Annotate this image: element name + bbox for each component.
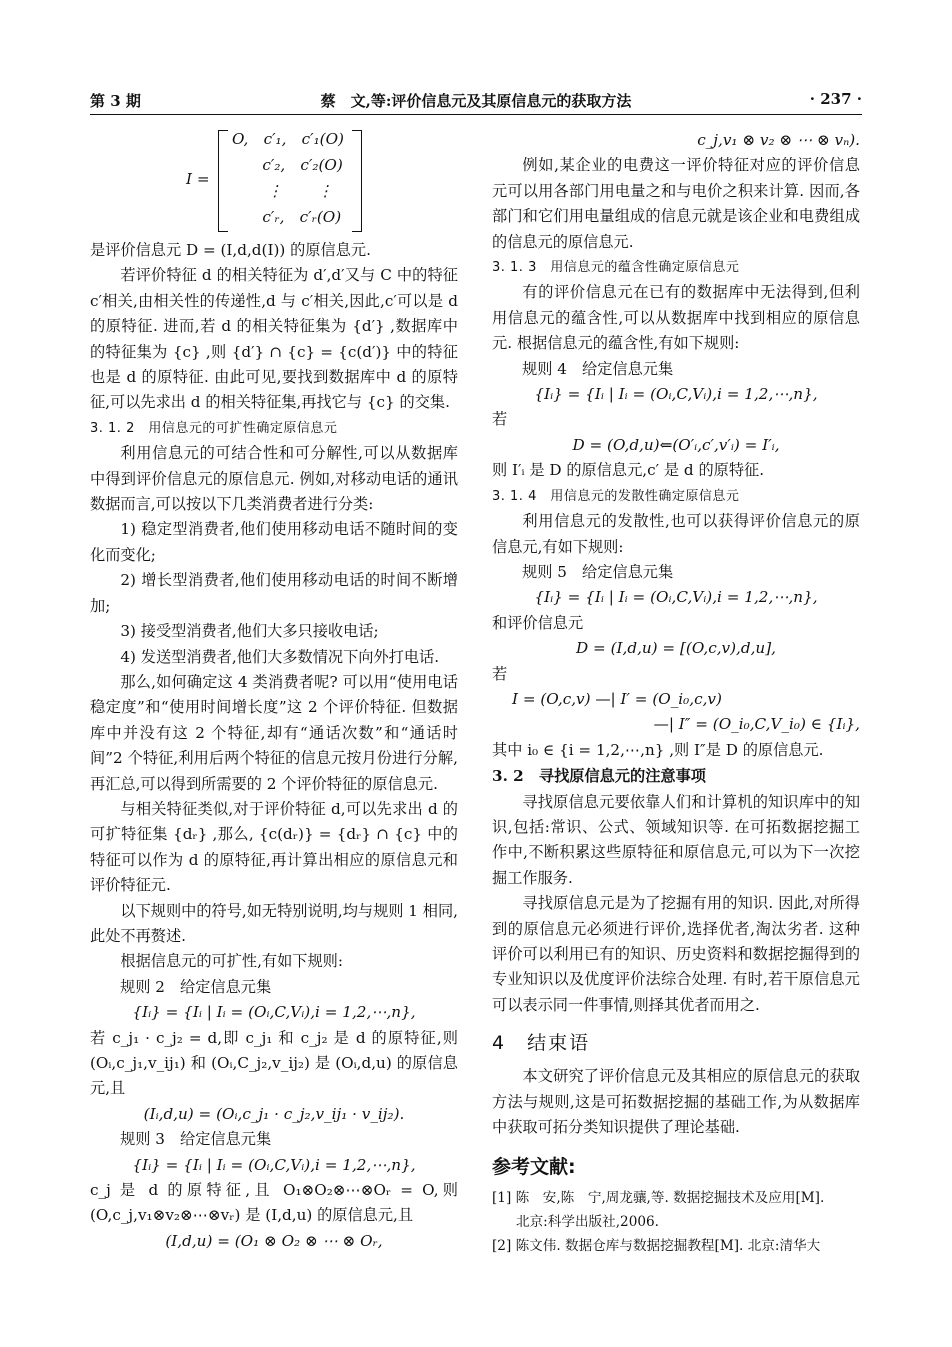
paragraph: 若评价特征 d 的相关特征为 d′,d′又与 C 中的特征 c′相关,由相关性的传递性,d 与 c′相关,因此,c′可以是 d 的原特征. 进而,若 d 的相关特征集为 {d′} ,数据库中的特征集为 {c} ,则 {d′} ∩ {c} = {c(d′)} 中的特征也是 d 的原特征. 由此可见,要找到数据库中 d 的原特征,可以先求出 d 的相关特征集,再找它与 {c} 的交集. xyxy=(90,266,458,412)
paragraph: 例如,某企业的电费这一评价特征对应的评价信息元可以用各部门用电量之和与电价之积来计算. 因而,各部门和它们用电量组成的信息元就是该企业和电费组成的信息元的原信息元. xyxy=(492,156,860,251)
matrix-row: c′ᵣ, c′ᵣ(O) xyxy=(232,208,342,226)
formula: D = (O,d,u)⇐(O′ᵢ,c′,v′ᵢ) = I′ᵢ, xyxy=(572,435,780,454)
reference-item xyxy=(492,1186,860,1234)
subsection-heading: 3. 1. 3 用信息元的蕴含性确定原信息元 xyxy=(492,260,740,276)
matrix-equation xyxy=(90,126,458,238)
subsection-heading: 3. 1. 2 用信息元的可扩性确定原信息元 xyxy=(90,420,338,436)
formula: {Iᵢ} = {Iᵢ | Iᵢ = (Oᵢ,C,Vᵢ),i = 1,2,⋯,n}, xyxy=(132,1003,416,1022)
running-title: 蔡 文,等:评价信息元及其原信息元的获取方法 xyxy=(320,92,632,110)
list-item: 3) 接受型消费者,他们大多只接收电话; xyxy=(120,622,379,641)
section-heading: 3. 2 寻找原信息元的注意事项 xyxy=(492,767,706,786)
paragraph: 有的评价信息元在已有的数据库中无法得到,但利用信息元的蕴含性,可以从数据库中找到相应的原信息元. 根据信息元的蕴含性,有如下规则: xyxy=(492,283,860,353)
reference-line: [2] 陈文伟. 数据仓库与数据挖掘教程[M]. 北京:清华大 xyxy=(492,1238,821,1255)
paragraph: 若 xyxy=(492,664,508,683)
paragraph: 利用信息元的可结合性和可分解性,可以从数据库中得到评价信息元的原信息元. 例如,对移动电话的通讯数据而言,可以按以下几类消费者进行分类: xyxy=(90,444,458,514)
formula: —| I″ = (O_i₀,C,V_i₀) ∈ {Iᵢ}, xyxy=(653,715,860,734)
formula: c_j,v₁ ⊗ v₂ ⊗ ⋯ ⊗ vₙ). xyxy=(697,131,860,149)
rule-heading: 规则 3 给定信息元集 xyxy=(120,1130,272,1149)
paragraph: 和评价信息元 xyxy=(492,613,584,632)
list-item: 2) 增长型消费者,他们使用移动电话的时间不断增加; xyxy=(90,571,458,615)
paragraph: 与相关特征类似,对于评价特征 d,可以先求出 d 的可扩特征集 {dᵣ} ,那么, {c(dᵣ)} = {dᵣ} ∩ {c} 中的特征可以作为 d 的原特征,再计算出相应的原信息元和评价特征元. xyxy=(90,799,458,895)
formula: D = (I,d,u) = [(O,c,v),d,u], xyxy=(576,639,776,658)
right-column xyxy=(492,128,860,1258)
list-item: 1) 稳定型消费者,他们使用移动电话不随时间的变化而变化; xyxy=(90,520,458,564)
right-bracket xyxy=(352,130,362,232)
paragraph: 若 c_j₁ · c_j₂ = d,即 c_j₁ 和 c_j₂ 是 d 的原特征,则 (Oᵢ,c_j₁,v_ij₁) 和 (Oᵢ,C_j₂,v_ij₂) 是 (Oᵢ,d,u) 的原信息元,且 xyxy=(90,1028,458,1098)
reference-line: [1] 陈 安,陈 宁,周龙骧,等. 数据挖掘技术及应用[M]. xyxy=(492,1190,825,1207)
formula: {Iᵢ} = {Iᵢ | Iᵢ = (Oᵢ,C,Vᵢ),i = 1,2,⋯,n}, xyxy=(132,1155,416,1174)
subsection-heading: 3. 1. 4 用信息元的发散性确定原信息元 xyxy=(492,488,740,504)
rule-heading: 规则 4 给定信息元集 xyxy=(522,359,674,378)
paragraph: 若 xyxy=(492,410,508,429)
paragraph: 寻找原信息元要依靠人们和计算机的知识库中的知识,包括:常识、公式、领域知识等. 在可拓数据挖掘工作中,不断积累这些原特征和原信息元,可以为下一次挖掘工作服务. xyxy=(492,792,860,887)
section-heading: 4 结束语 xyxy=(492,1032,591,1055)
paragraph: 本文研究了评价信息元及其相应的原信息元的获取方法与规则,这是可拓数据挖掘的基础工作,为从数据库中获取可拓分类知识提供了理论基础. xyxy=(492,1067,860,1137)
formula: (I,d,u) = (O₁ ⊗ O₂ ⊗ ⋯ ⊗ Oᵣ, xyxy=(165,1231,383,1250)
matrix-row: ⋮ ⋮ xyxy=(232,182,333,200)
issue-number: 第 3 期 xyxy=(90,92,141,110)
formula: {Iᵢ} = {Iᵢ | Iᵢ = (Oᵢ,C,Vᵢ),i = 1,2,⋯,n}, xyxy=(534,385,818,404)
list-item: 4) 发送型消费者,他们大多数情况下向外打电话. xyxy=(120,647,440,666)
paragraph: 根据信息元的可扩性,有如下规则: xyxy=(120,952,343,971)
paragraph: 则 I′ᵢ 是 D 的原信息元,c′ 是 d 的原特征. xyxy=(492,461,765,480)
paragraph: 是评价信息元 D = (I,d,d(I)) 的原信息元. xyxy=(90,241,371,259)
formula: I = (O,c,v) —| I′ = (O_i₀,c,v) xyxy=(512,689,722,708)
matrix-row: O, c′₁, c′₁(O) xyxy=(232,130,344,148)
paragraph: 其中 i₀ ∈ {i = 1,2,⋯,n} ,则 I″是 D 的原信息元. xyxy=(492,740,824,759)
left-column xyxy=(90,128,458,1254)
running-header xyxy=(90,86,862,114)
paragraph: 寻找原信息元是为了挖掘有用的知识. 因此,对所得到的原信息元必须进行评价,选择优者,淘汰劣者. 这种评价可以利用已有的知识、历史资料和数据挖掘得到的专业知识以及优度评价法综合处理. 有时,若干原信息元可以表示同一件事情,则择其优者而用之. xyxy=(492,894,860,1014)
rule-heading: 规则 2 给定信息元集 xyxy=(120,977,272,996)
paragraph: 以下规则中的符号,如无特别说明,均与规则 1 相同,此处不再赘述. xyxy=(90,901,458,945)
formula: {Iᵢ} = {Iᵢ | Iᵢ = (Oᵢ,C,Vᵢ),i = 1,2,⋯,n}, xyxy=(534,588,818,607)
rule-heading: 规则 5 给定信息元集 xyxy=(522,562,674,581)
reference-line: 北京:科学出版社,2006. xyxy=(516,1214,659,1231)
header-rule xyxy=(90,114,862,115)
paragraph: 利用信息元的发散性,也可以获得评价信息元的原信息元,有如下规则: xyxy=(492,512,860,556)
formula: (Iᵢ,d,u) = (Oᵢ,c_j₁ · c_j₂,v_ij₁ · v_ij₂). xyxy=(143,1104,405,1123)
page-number: · 237 · xyxy=(809,90,862,108)
matrix-row: c′₂, c′₂(O) xyxy=(232,156,343,174)
left-bracket xyxy=(218,130,228,232)
matrix-label: I = xyxy=(186,170,210,188)
reference-item xyxy=(492,1234,860,1258)
references-heading: 参考文献: xyxy=(492,1156,576,1179)
matrix-rows xyxy=(232,126,352,230)
paragraph: 那么,如何确定这 4 类消费者呢? 可以用“使用电话稳定度”和“使用时间增长度”这 2 个评价特征. 但数据库中并没有这 2 个特征,却有“通话次数”和“通话时间”2 个特征,利用后两个特征的信息元按月份进行分解,再汇总,可以得到所需要的 2 个评价特征的原信息元. xyxy=(90,672,458,793)
paragraph: c_j 是 d 的原特征,且 O₁⊗O₂⊗⋯⊗Oᵣ = O,则 (O,c_j,v₁⊗v₂⊗⋯⊗vᵣ) 是 (I,d,u) 的原信息元,且 xyxy=(90,1181,458,1225)
